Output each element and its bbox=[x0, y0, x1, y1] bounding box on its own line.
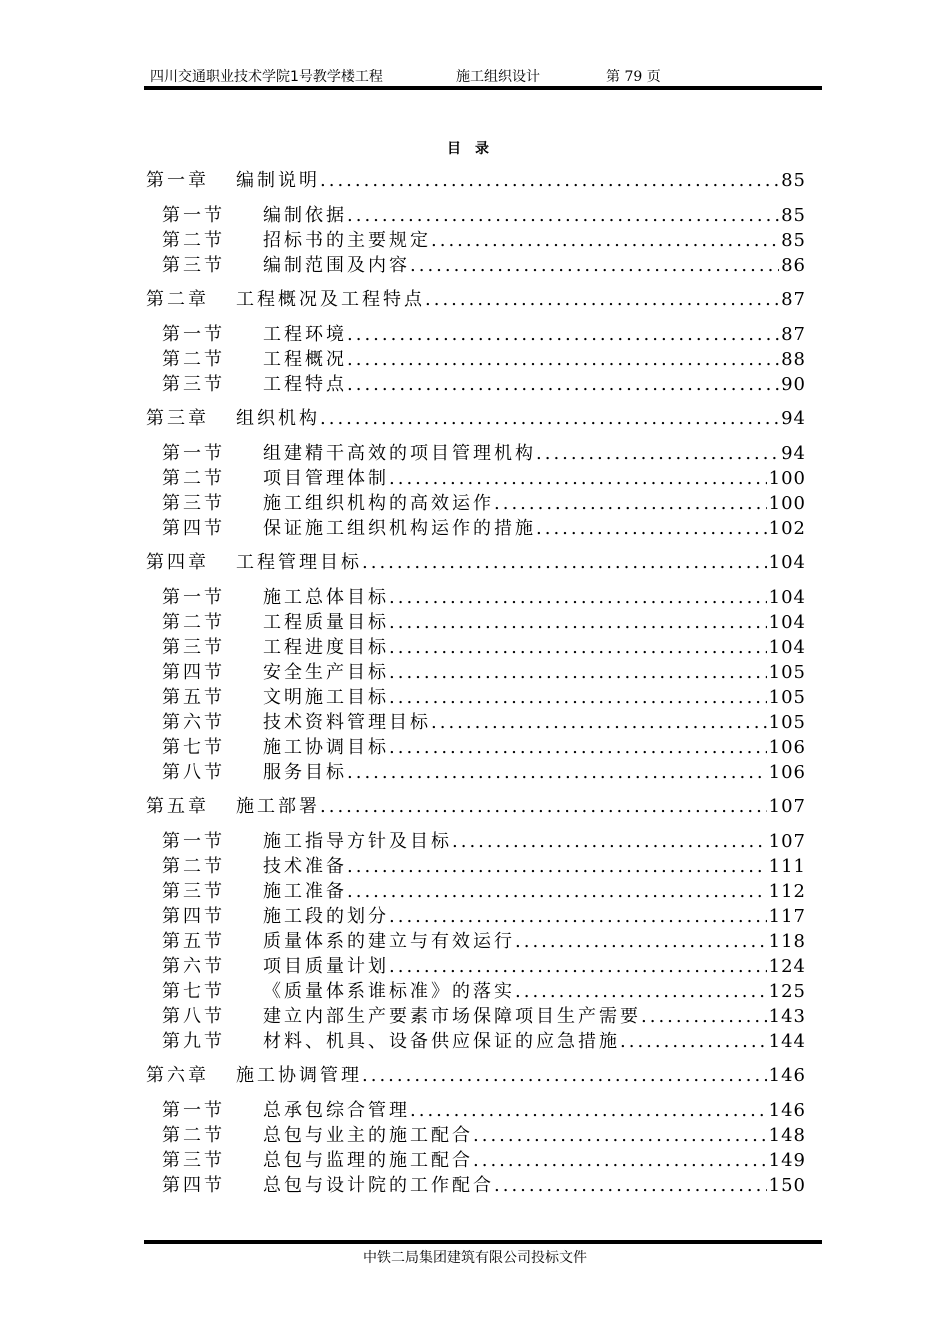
toc-entry-label: 第四节 bbox=[162, 662, 225, 683]
toc-entry-label: 第一节 bbox=[162, 831, 225, 852]
toc-entry-page: 88 bbox=[781, 349, 806, 370]
toc-entry-page: 90 bbox=[781, 374, 806, 395]
toc-entry-label: 第五节 bbox=[162, 687, 225, 708]
toc-section-entry[interactable] bbox=[162, 979, 806, 1003]
toc-leader-dots bbox=[347, 374, 779, 396]
toc-entry-label: 第六章 bbox=[146, 1065, 209, 1086]
toc-entry-label: 第四节 bbox=[162, 906, 225, 927]
toc-entry-title: 安全生产目标 bbox=[263, 662, 389, 683]
toc-section-entry[interactable] bbox=[162, 228, 806, 252]
toc-leader-dots bbox=[320, 796, 767, 818]
toc-section-entry[interactable] bbox=[162, 1148, 806, 1172]
toc-entry-page: 107 bbox=[768, 796, 806, 817]
toc-entry-label: 第四节 bbox=[162, 1175, 225, 1196]
toc-entry-page: 85 bbox=[781, 170, 806, 191]
toc-entry-label: 第六节 bbox=[162, 956, 225, 977]
toc-leader-dots bbox=[536, 518, 767, 540]
toc-entry-title: 编制说明 bbox=[236, 170, 320, 191]
toc-entry-title: 技术资料管理目标 bbox=[263, 712, 431, 733]
toc-leader-dots bbox=[320, 170, 779, 192]
toc-entry-page: 106 bbox=[768, 737, 806, 758]
toc-section-entry[interactable] bbox=[162, 1098, 806, 1122]
toc-leader-dots bbox=[347, 349, 779, 371]
page-footer: 中铁二局集团建筑有限公司投标文件 bbox=[363, 1250, 587, 1266]
toc-entry-label: 第二节 bbox=[162, 1125, 225, 1146]
toc-chapter-entry[interactable] bbox=[146, 287, 806, 311]
toc-section-entry[interactable] bbox=[162, 735, 806, 759]
toc-leader-dots bbox=[452, 831, 767, 853]
toc-leader-dots bbox=[515, 931, 767, 953]
toc-entry-page: 85 bbox=[781, 230, 806, 251]
toc-entry-page: 105 bbox=[768, 687, 806, 708]
toc-entry-page: 144 bbox=[768, 1031, 806, 1052]
toc-leader-dots bbox=[347, 881, 767, 903]
toc-section-entry[interactable] bbox=[162, 760, 806, 784]
toc-entry-title: 施工部署 bbox=[236, 796, 320, 817]
toc-entry-title: 组建精干高效的项目管理机构 bbox=[263, 443, 536, 464]
toc-entry-label: 第八节 bbox=[162, 1006, 225, 1027]
toc-section-entry[interactable] bbox=[162, 954, 806, 978]
toc-entry-page: 112 bbox=[768, 881, 806, 902]
toc-entry-title: 工程质量目标 bbox=[263, 612, 389, 633]
toc-entry-label: 第一章 bbox=[146, 170, 209, 191]
toc-entry-title: 招标书的主要规定 bbox=[263, 230, 431, 251]
toc-entry-title: 总承包综合管理 bbox=[263, 1100, 410, 1121]
toc-leader-dots bbox=[389, 637, 767, 659]
toc-entry-title: 施工协调目标 bbox=[263, 737, 389, 758]
header-rule bbox=[144, 86, 822, 90]
toc-entry-page: 105 bbox=[768, 662, 806, 683]
toc-leader-dots bbox=[389, 906, 767, 928]
toc-entry-label: 第五章 bbox=[146, 796, 209, 817]
toc-entry-page: 143 bbox=[768, 1006, 806, 1027]
toc-section-entry[interactable] bbox=[162, 685, 806, 709]
toc-entry-page: 100 bbox=[768, 493, 806, 514]
toc-entry-label: 第一节 bbox=[162, 443, 225, 464]
toc-leader-dots bbox=[347, 324, 779, 346]
toc-leader-dots bbox=[494, 493, 767, 515]
toc-entry-label: 第三节 bbox=[162, 637, 225, 658]
toc-section-entry[interactable] bbox=[162, 660, 806, 684]
toc-entry-title: 《质量体系谁标准》的落实 bbox=[263, 981, 515, 1002]
toc-entry-title: 组织机构 bbox=[236, 408, 320, 429]
toc-entry-page: 104 bbox=[768, 587, 806, 608]
toc-section-entry[interactable] bbox=[162, 635, 806, 659]
toc-leader-dots bbox=[362, 552, 767, 574]
toc-leader-dots bbox=[389, 737, 767, 759]
toc-entry-title: 施工段的划分 bbox=[263, 906, 389, 927]
toc-leader-dots bbox=[473, 1125, 767, 1147]
toc-leader-dots bbox=[473, 1150, 767, 1172]
toc-entry-label: 第二节 bbox=[162, 612, 225, 633]
toc-entry-page: 106 bbox=[768, 762, 806, 783]
toc-entry-page: 85 bbox=[781, 205, 806, 226]
toc-entry-title: 工程进度目标 bbox=[263, 637, 389, 658]
toc-entry-page: 102 bbox=[768, 518, 806, 539]
toc-section-entry[interactable] bbox=[162, 1123, 806, 1147]
toc-entry-title: 技术准备 bbox=[263, 856, 347, 877]
toc-section-entry[interactable] bbox=[162, 585, 806, 609]
toc-leader-dots bbox=[347, 856, 767, 878]
header-document-name: 施工组织设计 bbox=[456, 69, 540, 85]
toc-entry-page: 105 bbox=[768, 712, 806, 733]
toc-leader-dots bbox=[347, 205, 779, 227]
toc-chapter-entry[interactable] bbox=[146, 794, 806, 818]
toc-leader-dots bbox=[389, 468, 767, 490]
toc-section-entry[interactable] bbox=[162, 710, 806, 734]
toc-entry-title: 工程环境 bbox=[263, 324, 347, 345]
toc-entry-page: 94 bbox=[781, 443, 806, 464]
toc-entry-page: 150 bbox=[768, 1175, 806, 1196]
toc-section-entry[interactable] bbox=[162, 322, 806, 346]
footer-rule bbox=[144, 1240, 822, 1244]
toc-leader-dots bbox=[320, 408, 779, 430]
toc-entry-label: 第二节 bbox=[162, 856, 225, 877]
toc-leader-dots bbox=[620, 1031, 767, 1053]
toc-entry-label: 第二节 bbox=[162, 230, 225, 251]
toc-section-entry[interactable] bbox=[162, 879, 806, 903]
header-page-number: 第 79 页 bbox=[606, 69, 661, 85]
toc-entry-label: 第三节 bbox=[162, 1150, 225, 1171]
toc-entry-label: 第一节 bbox=[162, 205, 225, 226]
toc-leader-dots bbox=[431, 230, 779, 252]
toc-entry-label: 第五节 bbox=[162, 931, 225, 952]
toc-section-entry[interactable] bbox=[162, 441, 806, 465]
toc-leader-dots bbox=[515, 981, 767, 1003]
toc-section-entry[interactable] bbox=[162, 253, 806, 277]
toc-entry-title: 总包与设计院的工作配合 bbox=[263, 1175, 494, 1196]
toc-entry-page: 86 bbox=[781, 255, 806, 276]
toc-entry-title: 保证施工组织机构运作的措施 bbox=[263, 518, 536, 539]
toc-leader-dots bbox=[410, 1100, 767, 1122]
toc-entry-page: 87 bbox=[781, 289, 806, 310]
toc-entry-page: 146 bbox=[768, 1065, 806, 1086]
toc-entry-label: 第二节 bbox=[162, 468, 225, 489]
toc-entry-title: 材料、机具、设备供应保证的应急措施 bbox=[263, 1031, 620, 1052]
toc-leader-dots bbox=[389, 956, 767, 978]
toc-entry-label: 第七节 bbox=[162, 737, 225, 758]
toc-entry-page: 118 bbox=[768, 931, 806, 952]
toc-entry-page: 117 bbox=[768, 906, 806, 927]
toc-leader-dots bbox=[347, 762, 767, 784]
toc-chapter-entry[interactable] bbox=[146, 550, 806, 574]
toc-title: 目录 bbox=[447, 141, 503, 157]
toc-entry-title: 编制依据 bbox=[263, 205, 347, 226]
toc-entry-label: 第九节 bbox=[162, 1031, 225, 1052]
toc-entry-page: 100 bbox=[768, 468, 806, 489]
toc-section-entry[interactable] bbox=[162, 904, 806, 928]
toc-entry-title: 总包与监理的施工配合 bbox=[263, 1150, 473, 1171]
toc-section-entry[interactable] bbox=[162, 203, 806, 227]
toc-entry-page: 149 bbox=[768, 1150, 806, 1171]
toc-entry-label: 第三节 bbox=[162, 881, 225, 902]
toc-section-entry[interactable] bbox=[162, 854, 806, 878]
toc-entry-title: 施工组织机构的高效运作 bbox=[263, 493, 494, 514]
toc-leader-dots bbox=[389, 587, 767, 609]
toc-leader-dots bbox=[494, 1175, 767, 1197]
toc-section-entry[interactable] bbox=[162, 347, 806, 371]
toc-entry-label: 第三节 bbox=[162, 255, 225, 276]
toc-leader-dots bbox=[425, 289, 779, 311]
toc-entry-label: 第八节 bbox=[162, 762, 225, 783]
toc-entry-label: 第一节 bbox=[162, 587, 225, 608]
toc-entry-title: 工程特点 bbox=[263, 374, 347, 395]
toc-section-entry[interactable] bbox=[162, 1173, 806, 1197]
toc-entry-label: 第二章 bbox=[146, 289, 209, 310]
toc-entry-label: 第四节 bbox=[162, 518, 225, 539]
toc-chapter-entry[interactable] bbox=[146, 406, 806, 430]
toc-entry-label: 第二节 bbox=[162, 349, 225, 370]
toc-section-entry[interactable] bbox=[162, 929, 806, 953]
toc-leader-dots bbox=[641, 1006, 767, 1028]
toc-entry-page: 104 bbox=[768, 612, 806, 633]
toc-entry-page: 146 bbox=[768, 1100, 806, 1121]
toc-entry-label: 第三节 bbox=[162, 493, 225, 514]
toc-entry-label: 第三节 bbox=[162, 374, 225, 395]
toc-entry-title: 施工总体目标 bbox=[263, 587, 389, 608]
toc-chapter-entry[interactable] bbox=[146, 168, 806, 192]
toc-entry-title: 工程管理目标 bbox=[236, 552, 362, 573]
toc-entry-title: 项目质量计划 bbox=[263, 956, 389, 977]
toc-section-entry[interactable] bbox=[162, 1004, 806, 1028]
toc-entry-title: 施工准备 bbox=[263, 881, 347, 902]
toc-entry-title: 施工协调管理 bbox=[236, 1065, 362, 1086]
toc-section-entry[interactable] bbox=[162, 1029, 806, 1053]
toc-entry-page: 107 bbox=[768, 831, 806, 852]
toc-entry-title: 施工指导方针及目标 bbox=[263, 831, 452, 852]
toc-section-entry[interactable] bbox=[162, 466, 806, 490]
toc-leader-dots bbox=[389, 612, 767, 634]
toc-entry-label: 第一节 bbox=[162, 324, 225, 345]
toc-leader-dots bbox=[362, 1065, 767, 1087]
toc-entry-title: 工程概况及工程特点 bbox=[236, 289, 425, 310]
toc-leader-dots bbox=[389, 687, 767, 709]
toc-entry-title: 编制范围及内容 bbox=[263, 255, 410, 276]
toc-entry-page: 87 bbox=[781, 324, 806, 345]
toc-entry-page: 148 bbox=[768, 1125, 806, 1146]
toc-entry-page: 104 bbox=[768, 637, 806, 658]
toc-entry-title: 服务目标 bbox=[263, 762, 347, 783]
toc-entry-page: 124 bbox=[768, 956, 806, 977]
toc-section-entry[interactable] bbox=[162, 372, 806, 396]
toc-chapter-entry[interactable] bbox=[146, 1063, 806, 1087]
toc-leader-dots bbox=[389, 662, 767, 684]
toc-section-entry[interactable] bbox=[162, 610, 806, 634]
toc-leader-dots bbox=[410, 255, 779, 277]
toc-entry-page: 94 bbox=[781, 408, 806, 429]
toc-entry-title: 工程概况 bbox=[263, 349, 347, 370]
toc-entry-label: 第六节 bbox=[162, 712, 225, 733]
toc-entry-title: 质量体系的建立与有效运行 bbox=[263, 931, 515, 952]
toc-entry-title: 总包与业主的施工配合 bbox=[263, 1125, 473, 1146]
toc-entry-page: 111 bbox=[768, 856, 806, 877]
toc-leader-dots bbox=[536, 443, 779, 465]
toc-entry-label: 第三章 bbox=[146, 408, 209, 429]
toc-entry-label: 第一节 bbox=[162, 1100, 225, 1121]
toc-section-entry[interactable] bbox=[162, 491, 806, 515]
toc-entry-label: 第四章 bbox=[146, 552, 209, 573]
toc-section-entry[interactable] bbox=[162, 516, 806, 540]
toc-entry-page: 125 bbox=[768, 981, 806, 1002]
header-project-name: 四川交通职业技术学院1号教学楼工程 bbox=[150, 69, 383, 85]
toc-entry-title: 文明施工目标 bbox=[263, 687, 389, 708]
toc-entry-title: 项目管理体制 bbox=[263, 468, 389, 489]
toc-section-entry[interactable] bbox=[162, 829, 806, 853]
toc-entry-title: 建立内部生产要素市场保障项目生产需要 bbox=[263, 1006, 641, 1027]
toc-entry-label: 第七节 bbox=[162, 981, 225, 1002]
toc-entry-page: 104 bbox=[768, 552, 806, 573]
page-header bbox=[144, 64, 822, 88]
toc-leader-dots bbox=[431, 712, 767, 734]
